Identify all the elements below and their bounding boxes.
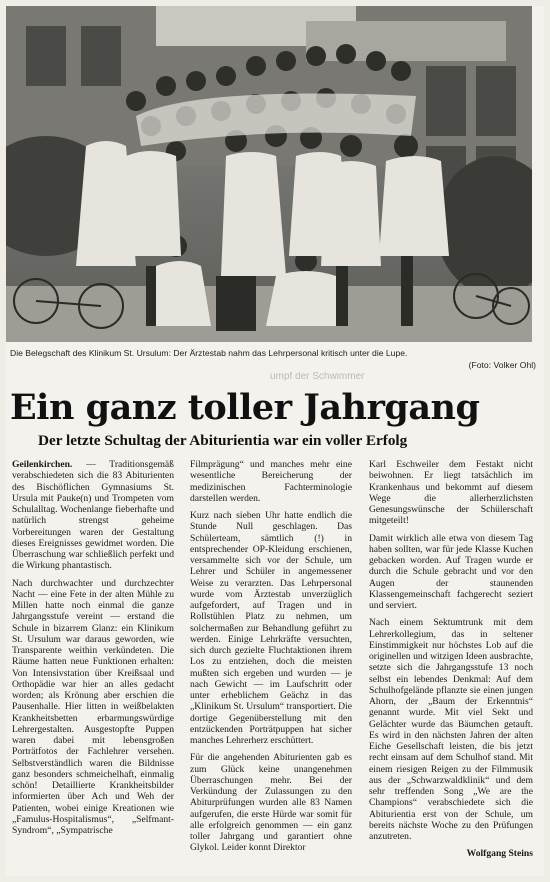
headline: Ein ganz toller Jahrgang: [10, 387, 480, 428]
article-column-2: [190, 459, 352, 860]
group-photo-illustration: [6, 6, 532, 342]
byline: Wolfgang Steins: [466, 848, 533, 860]
article-paragraph: Karl Eschweiler dem Festakt nicht beiwohnen. Er liegt tatsächlich im Krankenhaus und bekommt auf diesem Wege die allerherzlichsten Genesungswünsche der Schülerschaft mitgeteilt!: [369, 459, 533, 527]
article-paragraph: Damit wirklich alle etwa von diesem Tag haben sollten, war für jede Klasse Kuchen gebacken worden. Auf Tragen wurde er durch die Schule gebracht und vor den Augen der staunenden Klassengemeinschaft fachgerecht seziert und serviert.: [369, 532, 533, 611]
photo-credit: (Foto: Volker Ohl): [468, 360, 536, 370]
article-paragraph: Nach durchwachter und durchzechter Nacht — eine Fete in der alten Mühle zu Millen hatte noch einmal die ganze Jahrgangsstufe vereint — erstand die Schule in bizarrem Glanz: ein Klinikum St. Ursulum war daraus geworden, wie Transparente weithin verkündeten. Die Räume hatten neue Funktionen erhalten: Von Intensivstation über Kreißsaal und Orthopädie war hier an alles gedacht worden; als Krönung aber erschien die Pausenhalle. Hier litten in weißbelakten Krankheitsbetten erbarmungswürdige Lehrergestalten. Ausgestopfte Puppen waren dabei mit lebensgroßen Porträtfotos der Fachlehrer versehen. Selbstverständlich waren die Bildnisse ganz besonders schmeichelhaft, einmalig schön! Detaillierte Krankheitsbilder informierten über Ach und Weh der Patienten, wobei einige Kreationen wie „Famulus-Hospitalismus“, „Selfmant-Syndrom“, „Sympatrische: [12, 577, 174, 836]
article-column-3: [369, 459, 533, 860]
photo-caption: Die Belegschaft des Klinikum St. Ursulum: Der Ärztestab nahm das Lehrpersonal kritisch unter die Lupe.: [10, 348, 408, 358]
group-photo: [6, 6, 532, 342]
article-paragraph: — Traditionsgemäß verabschiedeten sich die 83 Abiturienten des Bischöflichen Gymnasiums St. Ursula mit Pauke(n) und Trompeten vom Schulalltag. Wochenlange fieberhafte und natürlich strengst geheime Vorbereitungen waren der Gestaltung dieses Ereignisses gewidmet worden. Die Überraschung war schließlich perfekt und die Wirkung phantastisch.: [12, 459, 174, 572]
article-column-1: [12, 459, 174, 842]
article-paragraph: Nach einem Sektumtrunk mit dem Lehrerkollegium, das in seltener Einstimmigkeit nur höchstes Lob auf die originellen und witzigen Ideen ausbrachte, setzte sich die Jahrgangsstufe 13 noch selbst ein lebendes Denkmal: Auf dem Schulhofgelände pflanzte sie einen jungen Ahorn, der „Baum der Erkenntnis“ genannt wurde. Mit viel Sekt und Gelächter wurde das Bäumchen getauft. Es wird in den nächsten Jahren der alten Eiche Gesellschaft leisten, die bis jetzt recht einsam auf dem Schulhof stand. Mit einem riesigen Reigen zu der Filmmusik aus der „Schwarzwaldklinik“ und dem sehr treffenden Song „We are the Champions“ verabschiedete sich die Abiturientia erst von der Schule, um bereits nächste Woche zu den Prüfungen anzutreten.: [369, 617, 533, 842]
article-paragraph: Kurz nach sieben Uhr hatte endlich die Stunde Null geschlagen. Das Schülerteam, sämtlich (!) in entsprechender OP-Kleidung erschienen, versammelte sich vor der Schule, um Lehrer und Schüler in angemessener Weise zu verarzten. Das Lehrpersonal wurde vom Ärztestab unverzüglich aufgefordert, auf Tragen und in Rollstühlen Platz zu nehmen, um solchermaßen zur Behandlung geführt zu werden. Einige Lehrkräfte versuchten, sich durch gezielte Fluchtaktionen ihrem Los zu entziehen, doch die meisten mußten sich ergeben und wurden — je nach Gewicht — im Laufschritt oder unter erheblichem Geächz in das „Klinikum St. Ursulum“ transportiert. Die dortige Gegenüberstellung mit den entzückenden Porträtpuppen hat sicher manches Lehrerherz erschüttert.: [190, 510, 353, 746]
article-paragraph: Für die angehenden Abiturienten gab es zum Glück keine unangenehmen Überraschungen mehr. Bei der Verkündung der Zulassungen zu den Abiturprüfungen wurden alle 83 Namen aufgerufen, die erste Hürde war somit für alle erfolgreich genommen — ein ganz toller Jahrgang und garantiert ohne Glykol. Leider konnt Direktor: [190, 752, 352, 854]
dateline: Geilenkirchen.: [12, 459, 73, 470]
bleed-through-text: umpf der Schwimmer: [270, 372, 365, 382]
subheadline: Der letzte Schultag der Abiturientia war ein voller Erfolg: [38, 432, 408, 449]
article-paragraph: Filmprägung“ und manches mehr eine wesentliche Bereicherung der medizinischen Fachterminologie darstellen werden.: [190, 459, 352, 504]
